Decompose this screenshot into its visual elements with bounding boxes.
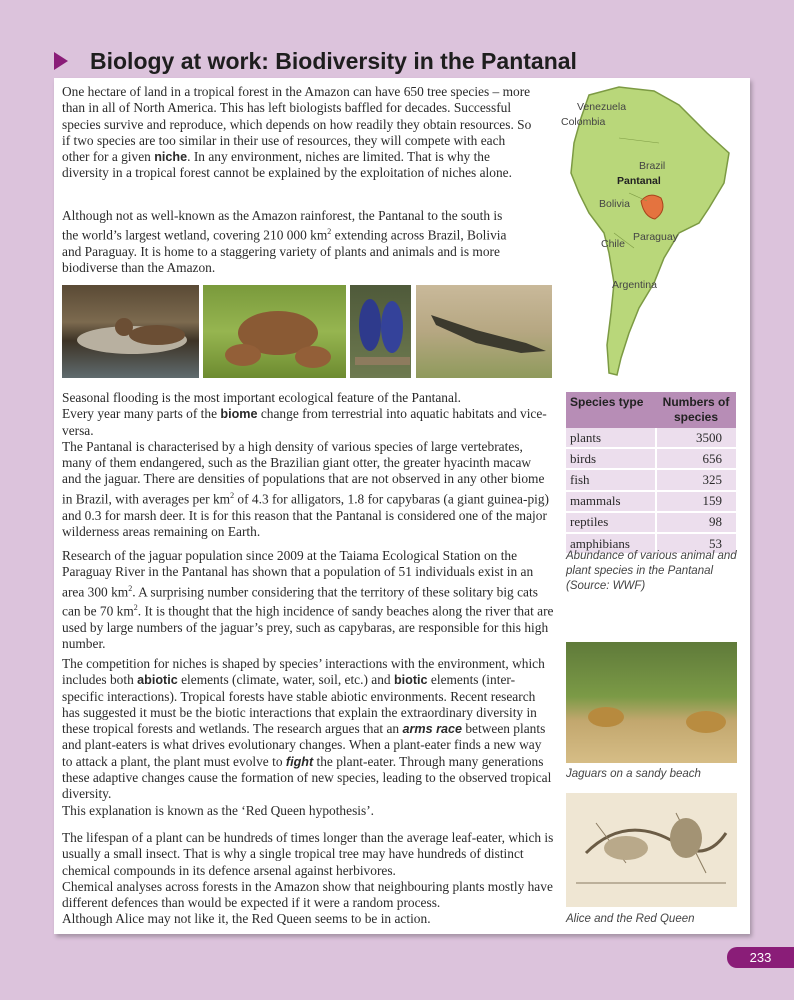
paragraph-competition: The competition for niches is shaped by species’ interactions with the environment, which includes both abiotic elements (climate, water, soil, etc.) and biotic elements (inter-specific interactions). Tropical forests have stable abiotic environments. Recent research has suggested it must be the biotic interactions that explain the extraordinary diversity in these tropical forests and wetlands. The research argues that an arms race between plants and plant-eaters is what drives evolutionary changes. When a plant-eater finds a new way to attack a plant, the plant must evolve to fight the plant-eater. Through many generations these adaptive changes cause the formation of new species, leading to the observed tropical diversity. This explanation is known as the ‘Red Queen hypothesis’.: [62, 656, 552, 818]
table-row: birds 656: [566, 448, 736, 469]
capybara-photo: [203, 285, 346, 378]
table-row: reptiles 98: [566, 512, 736, 533]
table-row: fish 325: [566, 469, 736, 490]
macaw-illustration: [350, 285, 411, 378]
table-row: mammals 159: [566, 491, 736, 512]
page-number: 233: [727, 947, 794, 968]
table-row: amphibians 53: [566, 533, 736, 554]
map-label-paraguay: Paraguay: [633, 231, 678, 243]
alligator-photo: [416, 285, 552, 378]
paragraph-jaguar: Research of the jaguar population since 2009 at the Taiama Ecological Station on the Paraguay River in the Pantanal has shown that a population of 51 individuals exist in an area 300 $km^2$. A surprising number considering that the territory of these solitary big cats can be 70 $km^2$. It is thought that the high incidence of sandy beaches along the river that are used by large numbers of the jaguar’s prey, such as capybaras, are responsible for this high number.: [62, 548, 554, 652]
alice-illustration-photo: [566, 793, 737, 907]
alice-engraving: [566, 793, 737, 907]
jaguars-caption: Jaguars on a sandy beach: [566, 768, 701, 780]
term-biotic: biotic: [393, 673, 428, 688]
term-abiotic: abiotic: [137, 673, 178, 688]
macaw-photo: [350, 285, 411, 378]
jaguars-illustration: [566, 642, 737, 763]
otter-illustration: [62, 285, 199, 378]
term-fight: fight: [285, 754, 314, 769]
paragraph-lifespan: The lifespan of a plant can be hundreds of times longer than the average leaf-eater, which is usually a small insect. That is why a single tropical tree may have hundreds of distinct chemical compounds in its defence arsenal against herbivores. Chemical analyses across forests in the Amazon show that neighbouring plants mostly have different defences than would be expected if it were a random process. Although Alice may not like it, the Red Queen seems to be in action.: [62, 830, 554, 927]
term-arms-race: arms race: [402, 722, 462, 737]
paragraph-pantanal: Although not as well-known as the Amazon rainforest, the Pantanal to the south is the world’s largest wetland, covering 210 000 $km^2$ extending across Brazil, Bolivia and Paraguay. It is home to a staggering variety of plants and animals and is more biodiverse than the Amazon.: [62, 208, 507, 276]
paragraph-niche: One hectare of land in a tropical forest in the Amazon can have 650 tree species – more than in all of North America. This has left biologists baffled for decades. Successful species survive and reproduce, which depends on how readily they obtain resources. So if two species are too similar in their use of resources, they will compete with each other for a given niche. In any environment, niches are limited. That is why the diversity in a tropical forest cannot be explained by the exploitation of niches alone.: [62, 84, 532, 181]
map-label-colombia: Colombia: [561, 116, 606, 128]
species-table: [566, 392, 736, 555]
table-row: plants 3500: [566, 428, 736, 448]
map-label-venezuela: Venezuela: [577, 101, 627, 113]
content-card: [54, 78, 750, 934]
play-arrow-icon: [54, 52, 68, 70]
title-row: [54, 46, 577, 76]
jaguars-photo: [566, 642, 737, 763]
map-label-bolivia: Bolivia: [599, 198, 630, 210]
paragraph-seasonal: Seasonal flooding is the most important ecological feature of the Pantanal. Every year many parts of the biome change from terrestrial into aquatic habitats and vice-versa. The Pantanal is characterised by a high density of various species of large vertebrates, many of them endangered, such as the Brazilian giant otter, the greater hyacinth macaw and the jaguar. There are densities of populations that are not observed in any other biome in Brazil, with averages per $km^2$ of 4.3 for alligators, 1.8 for capybaras (a giant guinea-pig) and 0.3 for marsh deer. It is for this reason that the Pantanal is considered one of the major wilderness areas remaining on Earth.: [62, 390, 550, 539]
map-label-pantanal: Pantanal: [617, 175, 661, 187]
otter-photo: [62, 285, 199, 378]
south-america-map: [559, 83, 739, 379]
table-header-type: Species type: [566, 392, 656, 428]
table-caption: Abundance of various animal and plant species in the Pantanal (Source: WWF): [566, 550, 737, 592]
term-biome: biome: [220, 407, 258, 422]
page-title: Biology at work: Biodiversity in the Pantanal: [90, 47, 577, 74]
capybara-illustration: [203, 285, 346, 378]
alice-caption: Alice and the Red Queen: [566, 913, 695, 925]
map-label-chile: Chile: [601, 238, 625, 250]
term-niche: niche: [154, 150, 188, 165]
table-header-number: Numbers of species: [656, 392, 736, 428]
alligator-illustration: [416, 285, 552, 378]
map-label-brazil: Brazil: [639, 160, 666, 172]
map-label-argentina: Argentina: [612, 279, 657, 291]
